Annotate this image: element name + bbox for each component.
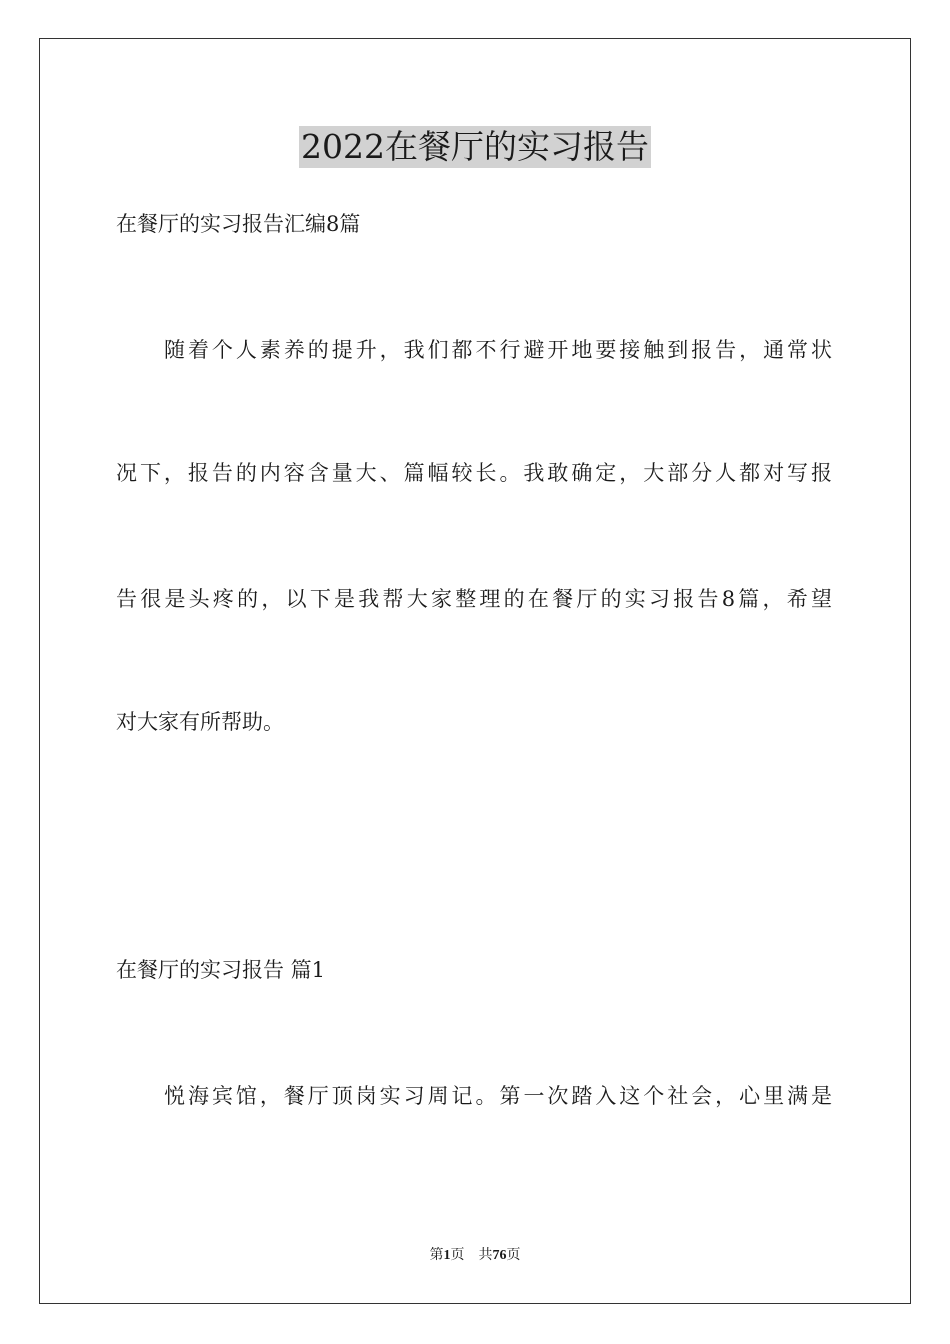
footer-page-prefix: 第 — [429, 1248, 444, 1263]
intro-line-1[interactable]: 随着个人素养的提升，我们都不行避开地要接触到报告，通常状 — [164, 338, 832, 362]
document-title[interactable]: 2022在餐厅的实习报告 — [301, 127, 649, 166]
intro-line-3[interactable]: 告很是头疼的，以下是我帮大家整理的在餐厅的实习报告8篇，希望 — [116, 587, 832, 611]
intro-line-4[interactable]: 对大家有所帮助。 — [116, 710, 284, 734]
title-container — [0, 126, 950, 168]
footer-page-number: 1 — [443, 1248, 451, 1263]
section-line-1[interactable]: 悦海宾馆，餐厅顶岗实习周记。第一次踏入这个社会，心里满是 — [164, 1084, 832, 1108]
document-subtitle[interactable]: 在餐厅的实习报告汇编8篇 — [116, 212, 361, 236]
footer-page-suffix: 页 — [450, 1248, 465, 1263]
footer-total-prefix: 共 — [478, 1248, 493, 1263]
page-footer — [0, 1246, 950, 1266]
footer-total-pages: 76 — [492, 1248, 507, 1263]
section-heading[interactable]: 在餐厅的实习报告 篇1 — [116, 958, 326, 982]
footer-total-suffix: 页 — [506, 1248, 521, 1263]
intro-line-2[interactable]: 况下，报告的内容含量大、篇幅较长。我敢确定，大部分人都对写报 — [116, 461, 832, 485]
